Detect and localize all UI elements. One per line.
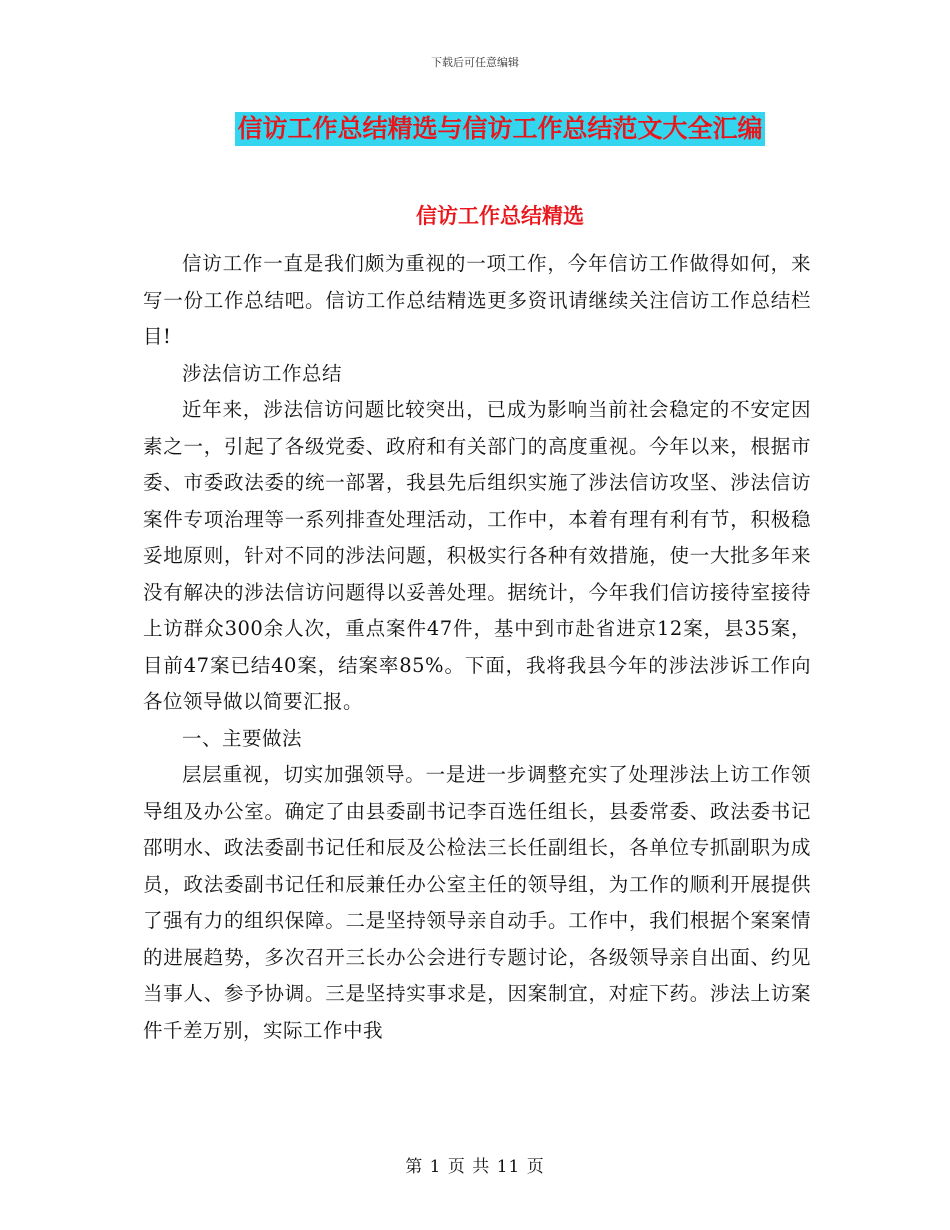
paragraph-overview: 近年来，涉法信访问题比较突出，已成为影响当前社会稳定的不安定因素之一，引起了各级党委、政府和有关部门的高度重视。今年以来，根据市委、市委政法委的统一部署，我县先后组织实施了涉法信访攻坚、涉法信访案件专项治理等一系列排查处理活动，工作中，本着有理有利有节，积极稳妥地原则，针对不同的涉法问题，积极实行各种有效措施，使一大批多年来没有解决的涉法信访问题得以妥善处理。据统计，今年我们信访接待室接待上访群众300余人次，重点案件47件，基中到市赴省进京12案，县35案，目前47案已结40案，结案率85%。下面，我将我县今年的涉法涉诉工作向各位领导做以简要汇报。 [143,398,811,713]
document-body [143,246,811,1049]
header-note: 下载后可任意编辑 [431,56,519,69]
document-title: 信访工作总结精选与信访工作总结范文大全汇编 [235,112,764,146]
paragraph-intro: 信访工作一直是我们颇为重视的一项工作，今年信访工作做得如何，来写一份工作总结吧。信访工作总结精选更多资讯请继续关注信访工作总结栏目! [143,252,811,348]
paragraph-leadership: 层层重视，切实加强领导。一是进一步调整充实了处理涉法上访工作领导组及办公室。确定了由县委副书记李百选任组长，县委常委、政法委书记邵明水、政法委副书记任和辰及公检法三长任副组长，各单位专抓副职为成员，政法委副书记任和辰兼任办公室主任的领导组，为工作的顺利开展提供了强有力的组织保障。二是坚持领导亲自动手。工作中，我们根据个案案情的进展趋势，多次召开三长办公会进行专题讨论，各级领导亲自出面、约见当事人、参予协调。三是坚持实事求是，因案制宜，对症下药。涉法上访案件千差万别，实际工作中我 [143,763,811,1042]
main-title-container [0,112,950,146]
page-footer: 第 1 页 共 11 页 [405,1157,545,1177]
paragraph-heading-main-practices: 一、主要做法 [182,726,303,750]
paragraph-subheading: 涉法信访工作总结 [182,361,343,385]
section-title: 信访工作总结精选 [416,204,584,228]
